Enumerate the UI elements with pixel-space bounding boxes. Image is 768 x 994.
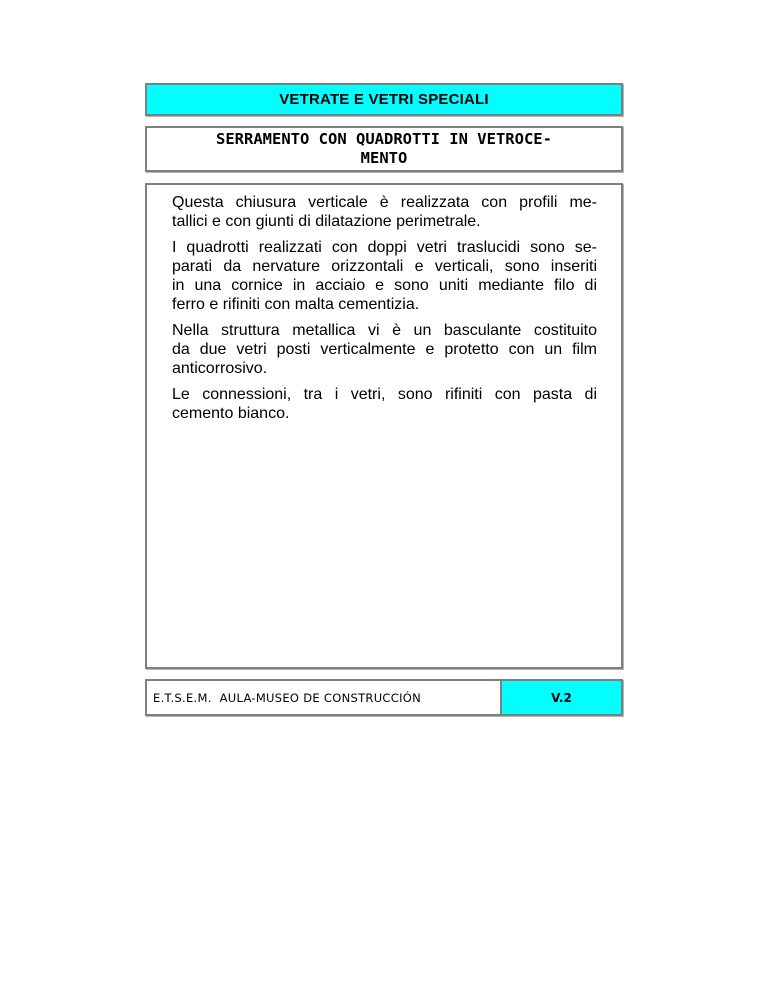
text-line: anticorrosivo. (172, 360, 268, 377)
institution-label: E.T.S.E.M. AULA-MUSEO DE CONSTRUCCIÓN (153, 690, 422, 705)
paragraph (172, 238, 597, 314)
card-title (216, 130, 552, 168)
card-title-box (145, 126, 623, 172)
paragraph (172, 321, 597, 378)
text-line: tallici e con giunti di dilatazione perimetrale. (172, 213, 481, 230)
paragraph (172, 385, 597, 423)
text-line: in una cornice in acciaio e sono uniti mediante filo di (172, 277, 597, 294)
card-title-line: MENTO (360, 149, 408, 167)
footer-bar (145, 679, 623, 716)
section-header (145, 83, 623, 116)
text-line: cemento bianco. (172, 405, 290, 422)
text-line: da due vetri posti verticalmente e protetto con un film (172, 341, 597, 358)
text-line: parati da nervature orizzontali e verticali, sono inseriti (172, 258, 597, 275)
card-title-line: SERRAMENTO CON QUADROTTI IN VETROCE- (216, 130, 552, 148)
text-line: Questa chiusura verticale è realizzata con profili me- (172, 194, 597, 211)
text-line: I quadrotti realizzati con doppi vetri traslucidi sono se- (172, 239, 597, 256)
paragraph (172, 193, 597, 231)
text-line: Nella struttura metallica vi è un basculante costituito (172, 322, 597, 339)
text-line: ferro e rifiniti con malta cementizia. (172, 296, 420, 313)
description-box (145, 183, 623, 669)
section-title: VETRATE E VETRI SPECIALI (279, 91, 489, 108)
footer-institution (147, 681, 502, 714)
footer-code-box (502, 681, 621, 714)
sheet-code: V.2 (551, 690, 572, 705)
text-line: Le connessioni, tra i vetri, sono rifiniti con pasta di (172, 386, 597, 403)
